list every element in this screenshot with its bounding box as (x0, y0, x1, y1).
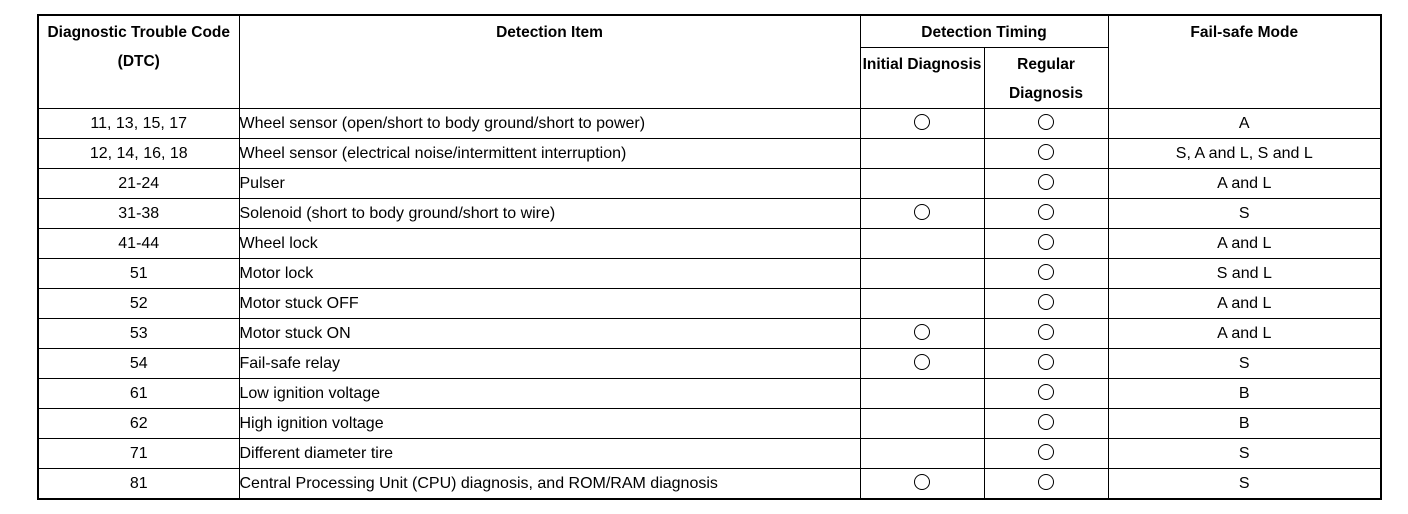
regular-diagnosis-cell (984, 199, 1108, 229)
circle-mark-icon (914, 474, 930, 490)
dtc-code-cell: 11, 13, 15, 17 (38, 109, 239, 139)
initial-diagnosis-cell (860, 259, 984, 289)
circle-mark-icon (1038, 384, 1054, 400)
dtc-code-cell: 51 (38, 259, 239, 289)
failsafe-mode-cell: S, A and L, S and L (1108, 139, 1381, 169)
dtc-code-cell: 81 (38, 469, 239, 500)
initial-diagnosis-cell (860, 319, 984, 349)
failsafe-mode-cell: A and L (1108, 229, 1381, 259)
regular-diagnosis-cell (984, 349, 1108, 379)
initial-diagnosis-cell (860, 169, 984, 199)
table-row (38, 469, 1381, 500)
detection-item-cell: Wheel sensor (open/short to body ground/short to power) (239, 109, 860, 139)
initial-diagnosis-cell (860, 109, 984, 139)
detection-item-cell: Motor stuck OFF (239, 289, 860, 319)
circle-mark-icon (914, 354, 930, 370)
circle-mark-icon (1038, 474, 1054, 490)
dtc-code-cell: 62 (38, 409, 239, 439)
regular-diagnosis-cell (984, 259, 1108, 289)
dtc-code-cell: 12, 14, 16, 18 (38, 139, 239, 169)
initial-diagnosis-cell (860, 349, 984, 379)
dtc-code-cell: 21-24 (38, 169, 239, 199)
header-dtc: Diagnostic Trouble Code (DTC) (38, 15, 239, 109)
table-row (38, 139, 1381, 169)
table-row (38, 439, 1381, 469)
initial-diagnosis-cell (860, 289, 984, 319)
regular-diagnosis-cell (984, 319, 1108, 349)
detection-item-cell: Different diameter tire (239, 439, 860, 469)
table-body (38, 109, 1381, 500)
regular-diagnosis-cell (984, 469, 1108, 500)
circle-mark-icon (1038, 234, 1054, 250)
failsafe-mode-cell: B (1108, 409, 1381, 439)
failsafe-mode-cell: S (1108, 439, 1381, 469)
circle-mark-icon (1038, 324, 1054, 340)
failsafe-mode-cell: A and L (1108, 169, 1381, 199)
table-header (38, 15, 1381, 109)
dtc-table (37, 14, 1382, 500)
regular-diagnosis-cell (984, 289, 1108, 319)
circle-mark-icon (1038, 204, 1054, 220)
regular-diagnosis-cell (984, 139, 1108, 169)
initial-diagnosis-cell (860, 229, 984, 259)
circle-mark-icon (1038, 354, 1054, 370)
detection-item-cell: Wheel sensor (electrical noise/intermittent interruption) (239, 139, 860, 169)
table-row (38, 109, 1381, 139)
dtc-code-cell: 52 (38, 289, 239, 319)
circle-mark-icon (1038, 114, 1054, 130)
table-row (38, 229, 1381, 259)
failsafe-mode-cell: S (1108, 349, 1381, 379)
failsafe-mode-cell: B (1108, 379, 1381, 409)
failsafe-mode-cell: S and L (1108, 259, 1381, 289)
circle-mark-icon (1038, 144, 1054, 160)
dtc-code-cell: 53 (38, 319, 239, 349)
dtc-code-cell: 71 (38, 439, 239, 469)
regular-diagnosis-cell (984, 379, 1108, 409)
regular-diagnosis-cell (984, 109, 1108, 139)
table-row (38, 379, 1381, 409)
regular-diagnosis-cell (984, 229, 1108, 259)
circle-mark-icon (1038, 174, 1054, 190)
header-regular-diagnosis: Regular Diagnosis (984, 48, 1108, 109)
dtc-code-cell: 61 (38, 379, 239, 409)
header-detection-timing: Detection Timing (860, 15, 1108, 48)
dtc-code-cell: 31-38 (38, 199, 239, 229)
initial-diagnosis-cell (860, 409, 984, 439)
header-initial-diagnosis: Initial Diagnosis (860, 48, 984, 109)
failsafe-mode-cell: A (1108, 109, 1381, 139)
table-row (38, 169, 1381, 199)
regular-diagnosis-cell (984, 169, 1108, 199)
initial-diagnosis-cell (860, 139, 984, 169)
detection-item-cell: Wheel lock (239, 229, 860, 259)
detection-item-cell: Central Processing Unit (CPU) diagnosis, and ROM/RAM diagnosis (239, 469, 860, 500)
initial-diagnosis-cell (860, 439, 984, 469)
circle-mark-icon (914, 114, 930, 130)
detection-item-cell: Low ignition voltage (239, 379, 860, 409)
detection-item-cell: Motor stuck ON (239, 319, 860, 349)
circle-mark-icon (1038, 264, 1054, 280)
circle-mark-icon (1038, 414, 1054, 430)
table-row (38, 319, 1381, 349)
detection-item-cell: Pulser (239, 169, 860, 199)
dtc-code-cell: 41-44 (38, 229, 239, 259)
table-row (38, 289, 1381, 319)
table-row (38, 259, 1381, 289)
header-row-1 (38, 15, 1381, 48)
circle-mark-icon (914, 204, 930, 220)
initial-diagnosis-cell (860, 379, 984, 409)
table-row (38, 199, 1381, 229)
detection-item-cell: Solenoid (short to body ground/short to wire) (239, 199, 860, 229)
regular-diagnosis-cell (984, 409, 1108, 439)
table-row (38, 349, 1381, 379)
detection-item-cell: High ignition voltage (239, 409, 860, 439)
dtc-code-cell: 54 (38, 349, 239, 379)
circle-mark-icon (1038, 444, 1054, 460)
circle-mark-icon (914, 324, 930, 340)
initial-diagnosis-cell (860, 199, 984, 229)
header-detection-item: Detection Item (239, 15, 860, 109)
detection-item-cell: Fail-safe relay (239, 349, 860, 379)
failsafe-mode-cell: A and L (1108, 319, 1381, 349)
failsafe-mode-cell: S (1108, 199, 1381, 229)
detection-item-cell: Motor lock (239, 259, 860, 289)
initial-diagnosis-cell (860, 469, 984, 500)
header-failsafe-mode: Fail-safe Mode (1108, 15, 1381, 109)
regular-diagnosis-cell (984, 439, 1108, 469)
failsafe-mode-cell: S (1108, 469, 1381, 500)
circle-mark-icon (1038, 294, 1054, 310)
table-row (38, 409, 1381, 439)
failsafe-mode-cell: A and L (1108, 289, 1381, 319)
